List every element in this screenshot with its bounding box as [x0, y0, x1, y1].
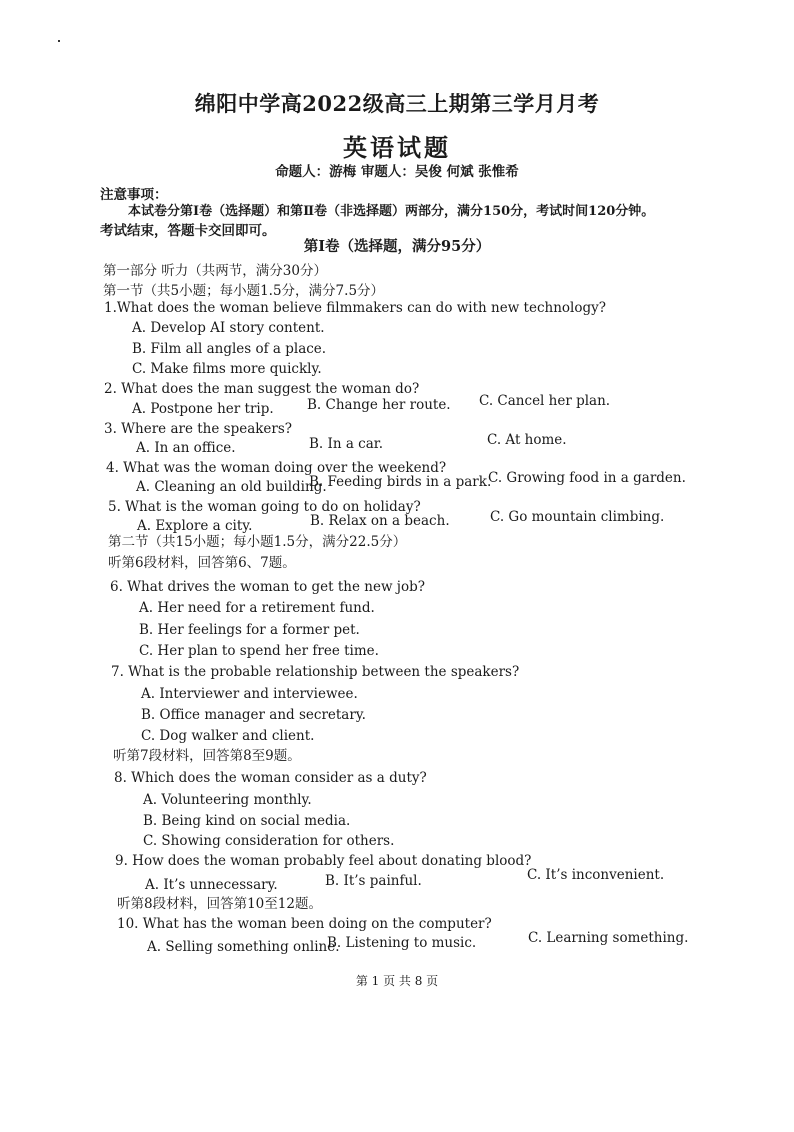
- exam-authors: 命题人：游梅 审题人：吴俊 何斌 张惟希: [275, 164, 519, 180]
- q6-option-a: A. Her need for a retirement fund.: [139, 600, 375, 616]
- q4-option-b: B. Feeding birds in a park.: [309, 474, 492, 490]
- question-1: 1.What does the woman believe filmmakers can do with new technology?: [104, 300, 607, 316]
- q7-option-c: C. Dog walker and client.: [141, 728, 315, 744]
- scan-speck: [58, 40, 60, 42]
- q1-option-a: A. Develop AI story content.: [132, 320, 325, 336]
- q2-option-b: B. Change her route.: [307, 397, 451, 413]
- q5-option-a: A. Explore a city.: [137, 518, 253, 534]
- volume-1-heading: 第Ⅰ卷（选择题，满分95分）: [303, 238, 491, 255]
- question-5: 5. What is the woman going to do on holiday?: [108, 499, 421, 515]
- q4-option-a: A. Cleaning an old building.: [136, 479, 327, 495]
- material-6-instruction: 听第6段材料，回答第6、7题。: [108, 555, 296, 571]
- question-4: 4. What was the woman doing over the weekend?: [106, 460, 447, 476]
- notice-line-2: 考试结束，答题卡交回即可。: [100, 223, 276, 239]
- exam-title: 绵阳中学高2022级高三上期第三学月月考: [194, 91, 600, 116]
- notice-heading: 注意事项：: [100, 187, 168, 203]
- q6-option-c: C. Her plan to spend her free time.: [139, 643, 379, 659]
- exam-subtitle: 英语试题: [343, 133, 451, 162]
- q10-option-a: A. Selling something online.: [147, 939, 340, 955]
- section-1-heading: 第一节（共5小题；每小题1.5分，满分7.5分）: [103, 283, 385, 299]
- q9-option-c: C. It’s inconvenient.: [527, 867, 665, 883]
- q5-option-c: C. Go mountain climbing.: [490, 509, 665, 525]
- q9-option-a: A. It’s unnecessary.: [145, 877, 278, 893]
- notice-line-1: 本试卷分第Ⅰ卷（选择题）和第Ⅱ卷（非选择题）两部分，满分150分，考试时间120分钟。: [128, 204, 655, 219]
- q1-option-c: C. Make films more quickly.: [132, 361, 322, 377]
- q7-option-a: A. Interviewer and interviewee.: [141, 686, 358, 702]
- q7-option-b: B. Office manager and secretary.: [141, 707, 366, 723]
- q1-option-b: B. Film all angles of a place.: [132, 341, 327, 357]
- section-2-heading: 第二节（共15小题；每小题1.5分，满分22.5分）: [108, 534, 407, 550]
- q6-option-b: B. Her feelings for a former pet.: [139, 622, 360, 638]
- part-1-heading: 第一部分 听力（共两节，满分30分）: [103, 263, 327, 279]
- question-10: 10. What has the woman been doing on the computer?: [117, 916, 492, 932]
- q2-option-c: C. Cancel her plan.: [479, 393, 611, 409]
- material-8-instruction: 听第8段材料，回答第10至12题。: [117, 896, 322, 912]
- question-9: 9. How does the woman probably feel about donating blood?: [115, 853, 532, 869]
- q8-option-a: A. Volunteering monthly.: [143, 792, 312, 808]
- q3-option-b: B. In a car.: [309, 436, 384, 452]
- material-7-instruction: 听第7段材料，回答第8至9题。: [113, 748, 301, 764]
- page-footer: 第 1 页 共 8 页: [355, 974, 439, 988]
- q5-option-b: B. Relax on a beach.: [310, 513, 450, 529]
- question-7: 7. What is the probable relationship between the speakers?: [111, 664, 520, 680]
- q8-option-c: C. Showing consideration for others.: [143, 833, 395, 849]
- q9-option-b: B. It’s painful.: [325, 873, 422, 889]
- q10-option-b: B. Listening to music.: [327, 935, 477, 951]
- q3-option-c: C. At home.: [487, 432, 567, 448]
- q3-option-a: A. In an office.: [136, 440, 236, 456]
- q4-option-c: C. Growing food in a garden.: [488, 470, 686, 486]
- question-3: 3. Where are the speakers?: [104, 421, 293, 437]
- q10-option-c: C. Learning something.: [528, 930, 689, 946]
- question-6: 6. What drives the woman to get the new job?: [110, 579, 425, 595]
- question-8: 8. Which does the woman consider as a duty?: [114, 770, 427, 786]
- q8-option-b: B. Being kind on social media.: [143, 813, 351, 829]
- question-2: 2. What does the man suggest the woman do?: [104, 381, 420, 397]
- q2-option-a: A. Postpone her trip.: [132, 401, 274, 417]
